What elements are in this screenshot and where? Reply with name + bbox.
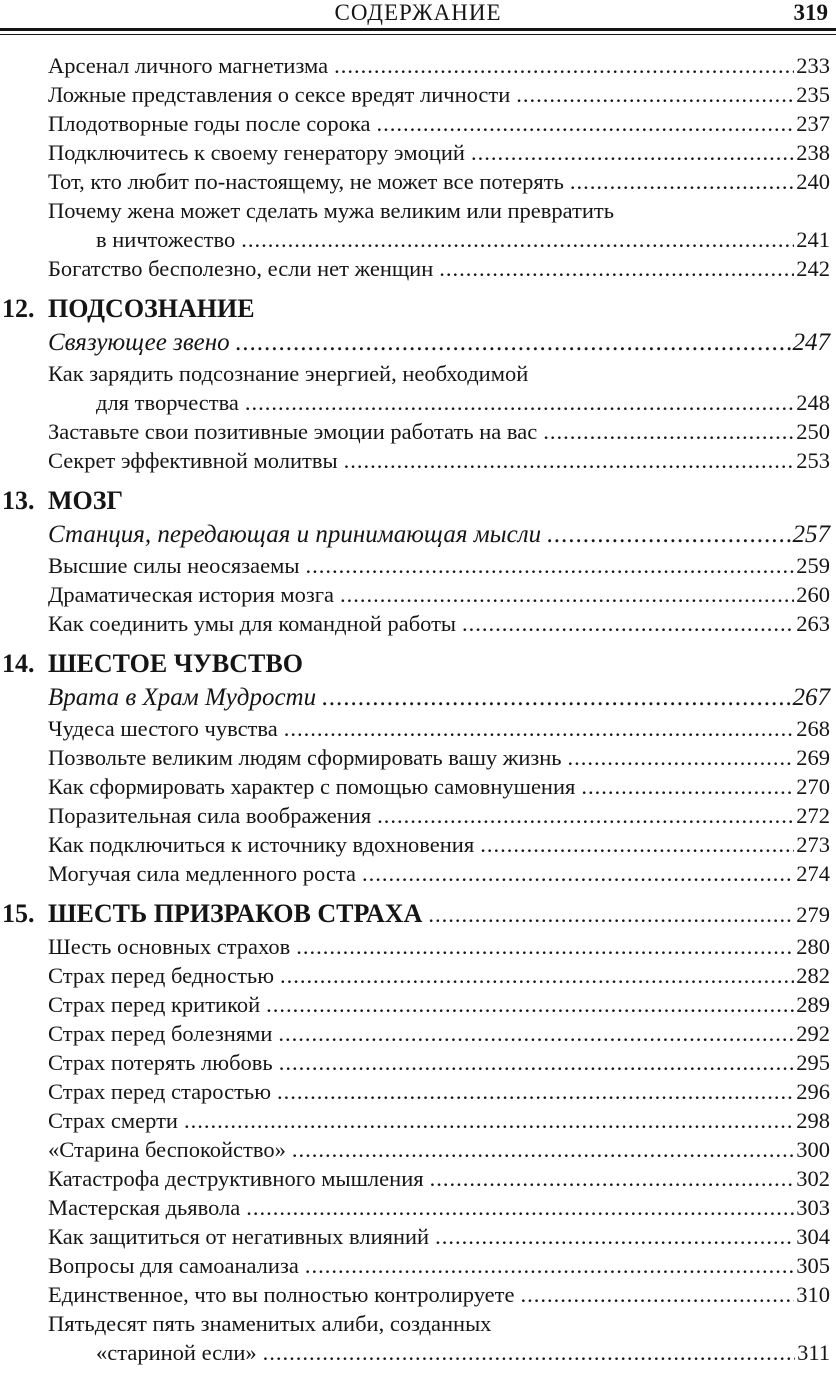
dot-leader [305, 1251, 794, 1280]
entry-page-number: 279 [796, 902, 830, 927]
chapter-heading [0, 896, 836, 932]
dot-leader [246, 1193, 794, 1222]
entry-page-number: 295 [796, 1050, 830, 1075]
entry-page-number: 268 [796, 716, 830, 741]
entry-title: Арсенал личного магнетизма [48, 53, 329, 78]
entry-title: Секрет эффективной молитвы [48, 448, 338, 473]
entry-title: Подключитесь к своему генератору эмоций [48, 140, 465, 165]
toc-entry [0, 446, 836, 475]
dot-leader [184, 1106, 794, 1135]
entry-page-number: 250 [796, 419, 830, 444]
toc-entry [0, 196, 836, 225]
entry-page-number: 270 [796, 774, 830, 799]
toc-entry [0, 743, 836, 772]
chapter-heading [0, 483, 836, 519]
toc-entry [0, 167, 836, 196]
entry-title: Как сформировать характер с помощью самовнушения [48, 774, 576, 799]
entry-title: Как зарядить подсознание энергией, необходимой [48, 361, 529, 386]
toc-entry [0, 1251, 836, 1280]
dot-leader [284, 714, 795, 743]
entry-title: Поразительная сила воображения [48, 803, 372, 828]
dot-leader [520, 1280, 794, 1309]
chapter-heading [0, 646, 836, 682]
entry-title: Высшие силы неосязаемы [48, 553, 300, 578]
chapter-title: ШЕСТОЕ ЧУВСТВО [48, 649, 303, 678]
chapter-title: МОЗГ [48, 486, 124, 515]
entry-title: «Старина беспокойство» [48, 1137, 286, 1162]
entry-page-number: 241 [796, 227, 830, 252]
entry-page-number: 298 [796, 1108, 830, 1133]
entry-page-number: 310 [796, 1282, 830, 1307]
dot-leader [334, 51, 794, 80]
entry-title: Богатство бесполезно, если нет женщин [48, 256, 434, 281]
toc-entry [0, 1106, 836, 1135]
entry-title: Плодотворные годы после сорока [48, 111, 371, 136]
dot-leader [428, 897, 794, 933]
chapter-number: 12. [2, 294, 35, 323]
dot-leader [430, 1164, 795, 1193]
dot-leader [462, 609, 794, 638]
entry-page-number: 242 [796, 256, 830, 281]
dot-leader [340, 580, 794, 609]
dot-leader [435, 1222, 794, 1251]
entry-title: Как подключиться к источнику вдохновения [48, 832, 475, 857]
toc-entry [0, 932, 836, 961]
entry-page-number: 289 [796, 992, 830, 1017]
toc-entry [0, 801, 836, 830]
toc-entry [0, 51, 836, 80]
dot-leader [292, 1135, 794, 1164]
entry-page-number: 274 [796, 861, 830, 886]
entry-title: Катастрофа деструктивного мышления [48, 1166, 424, 1191]
toc-entry [0, 80, 836, 109]
entry-title: Драматическая история мозга [48, 582, 335, 607]
chapter-number: 15. [2, 899, 35, 928]
entry-page-number: 296 [796, 1079, 830, 1104]
toc-entry [0, 961, 836, 990]
entry-page-number: 247 [792, 329, 830, 356]
entry-title: Страх перед болезнями [48, 1021, 273, 1046]
entry-title: Мастерская дьявола [48, 1195, 241, 1220]
entry-title: Позвольте великим людям сформировать вашу жизнь [48, 745, 562, 770]
entry-title: Страх перед бедностью [48, 963, 274, 988]
entry-page-number: 273 [796, 832, 830, 857]
entry-title: для творчества [96, 390, 239, 415]
dot-leader [471, 138, 794, 167]
dot-leader [439, 254, 794, 283]
toc-entry [0, 1222, 836, 1251]
entry-page-number: 237 [796, 111, 830, 136]
chapter-number: 14. [2, 649, 35, 678]
entry-page-number: 257 [792, 521, 830, 548]
entry-page-number: 240 [796, 169, 830, 194]
chapter-heading [0, 291, 836, 327]
table-of-contents [0, 51, 836, 1367]
header-rule-thin [0, 34, 836, 35]
toc-entry [0, 109, 836, 138]
entry-title: Страх перед старостью [48, 1079, 272, 1104]
toc-entry [0, 990, 836, 1019]
toc-entry [0, 417, 836, 446]
entry-page-number: 300 [796, 1137, 830, 1162]
entry-title: Станция, передающая и принимающая мысли [48, 521, 542, 548]
chapter-subtitle-entry [0, 519, 836, 551]
entry-title: Как защититься от негативных влияний [48, 1224, 430, 1249]
dot-leader [377, 801, 794, 830]
dot-leader [547, 519, 790, 551]
chapter-subtitle-entry [0, 327, 836, 359]
entry-title: Чудеса шестого чувства [48, 716, 278, 741]
chapter-subtitle-entry [0, 682, 836, 714]
toc-entry [0, 138, 836, 167]
dot-leader [266, 990, 794, 1019]
entry-title: в ничтожество [96, 227, 236, 252]
entry-title: Связующее звено [48, 329, 230, 356]
entry-page-number: 248 [796, 390, 830, 415]
entry-title: Страх потерять любовь [48, 1050, 273, 1075]
entry-page-number: 311 [797, 1340, 830, 1365]
entry-page-number: 280 [796, 934, 830, 959]
entry-page-number: 282 [796, 963, 830, 988]
dot-leader [278, 1019, 794, 1048]
dot-leader [516, 80, 794, 109]
entry-title: Страх смерти [48, 1108, 178, 1133]
entry-page-number: 233 [796, 53, 830, 78]
dot-leader [241, 225, 794, 254]
dot-leader [362, 859, 794, 888]
entry-title: Врата в Храм Мудрости [48, 684, 317, 711]
entry-title: Вопросы для самоанализа [48, 1253, 299, 1278]
dot-leader [279, 1048, 795, 1077]
entry-page-number: 303 [796, 1195, 830, 1220]
entry-title: Шесть основных страхов [48, 934, 291, 959]
dot-leader [263, 1338, 795, 1367]
dot-leader [245, 388, 794, 417]
toc-entry [0, 1019, 836, 1048]
entry-title: Ложные представления о сексе вредят личности [48, 82, 511, 107]
entry-title: Заставьте свои позитивные эмоции работать на вас [48, 419, 538, 444]
entry-page-number: 305 [796, 1253, 830, 1278]
page-number: 319 [793, 0, 828, 25]
entry-page-number: 302 [796, 1166, 830, 1191]
dot-leader [322, 682, 790, 714]
chapter-title: ШЕСТЬ ПРИЗРАКОВ СТРАХА [48, 899, 423, 928]
toc-entry [0, 1338, 836, 1367]
toc-entry [0, 580, 836, 609]
dot-leader [280, 961, 794, 990]
toc-entry [0, 772, 836, 801]
entry-page-number: 292 [796, 1021, 830, 1046]
entry-title: Почему жена может сделать мужа великим или превратить [48, 198, 615, 223]
toc-entry [0, 1309, 836, 1338]
toc-entry [0, 254, 836, 283]
entry-page-number: 304 [796, 1224, 830, 1249]
toc-entry [0, 551, 836, 580]
entry-page-number: 235 [796, 82, 830, 107]
entry-page-number: 272 [796, 803, 830, 828]
toc-entry [0, 1077, 836, 1106]
dot-leader [480, 830, 794, 859]
toc-entry [0, 1164, 836, 1193]
entry-page-number: 269 [796, 745, 830, 770]
entry-title: Единственное, что вы полностью контролируете [48, 1282, 515, 1307]
entry-title: Как соединить умы для командной работы [48, 611, 457, 636]
dot-leader [581, 772, 794, 801]
toc-entry [0, 359, 836, 388]
toc-entry [0, 388, 836, 417]
toc-entry [0, 1048, 836, 1077]
dot-leader [296, 932, 794, 961]
chapter-number: 13. [2, 486, 35, 515]
toc-entry [0, 1280, 836, 1309]
dot-leader [543, 417, 794, 446]
dot-leader [305, 551, 794, 580]
entry-page-number: 260 [796, 582, 830, 607]
running-header-title: СОДЕРЖАНИЕ [334, 0, 502, 25]
toc-entry [0, 830, 836, 859]
toc-entry [0, 1193, 836, 1222]
header-rule-thick [0, 28, 836, 31]
toc-entry [0, 714, 836, 743]
toc-entry [0, 609, 836, 638]
chapter-title: ПОДСОЗНАНИЕ [48, 294, 255, 323]
dot-leader [344, 446, 795, 475]
entry-page-number: 238 [796, 140, 830, 165]
dot-leader [377, 109, 795, 138]
entry-page-number: 263 [796, 611, 830, 636]
dot-leader [568, 743, 795, 772]
toc-entry [0, 859, 836, 888]
entry-title: Тот, кто любит по-настоящему, не может все потерять [48, 169, 564, 194]
toc-entry [0, 225, 836, 254]
dot-leader [570, 167, 794, 196]
entry-title: «стариной если» [96, 1340, 257, 1365]
entry-title: Пятьдесят пять знаменитых алиби, созданных [48, 1311, 492, 1336]
dot-leader [277, 1077, 794, 1106]
entry-page-number: 253 [796, 448, 830, 473]
entry-title: Могучая сила медленного роста [48, 861, 356, 886]
dot-leader [236, 327, 791, 359]
entry-page-number: 267 [792, 684, 830, 711]
entry-title: Страх перед критикой [48, 992, 261, 1017]
toc-entry [0, 1135, 836, 1164]
entry-page-number: 259 [796, 553, 830, 578]
